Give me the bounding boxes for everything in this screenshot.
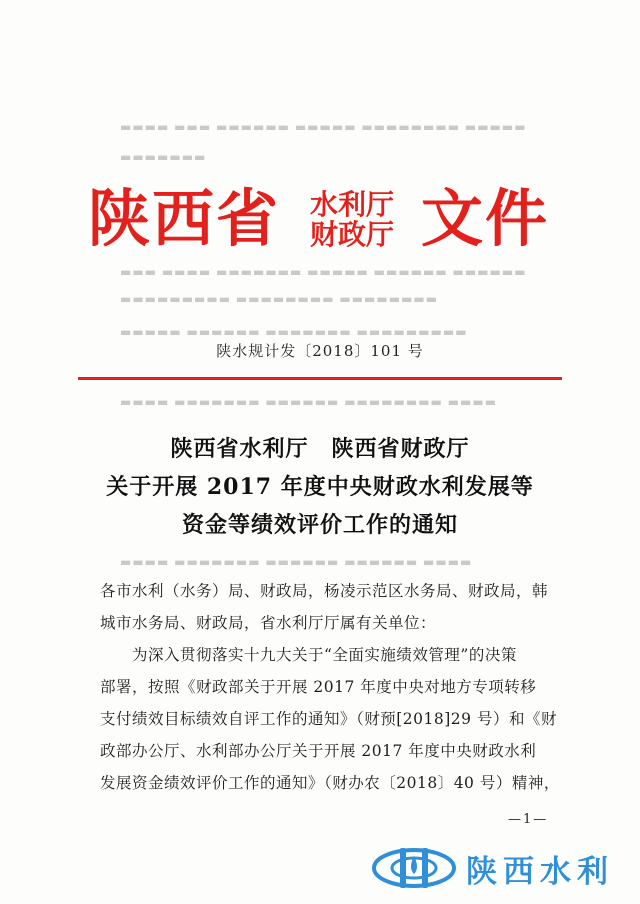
addressee-line: 城市水务局、财政局，省水利厅厅属有关单位： (100, 614, 437, 632)
water-logo-icon (370, 844, 458, 892)
bleed-through-text: ▬▬▬▬ ▬▬▬▬▬▬▬ ▬▬▬▬▬▬ ▬▬▬▬▬▬ ▬▬▬▬ (120, 555, 473, 569)
bleed-through-text: ▬▬▬▬ ▬▬▬▬▬▬▬ ▬▬▬▬▬▬ ▬▬▬▬▬▬▬▬ ▬▬▬▬ (120, 395, 498, 409)
header-issuers (310, 190, 394, 250)
title-line-1: 陕西省水利厅 陕西省财政厅 (170, 436, 470, 462)
paragraph-line: 部署，按照《财政部关于开展 2017 年度中央对地方专项转移 (100, 678, 537, 696)
bleed-through-text: ▬▬▬ ▬▬▬▬ ▬▬▬▬▬▬▬ ▬▬▬▬▬ ▬▬▬▬▬▬ ▬▬▬▬▬▬ (120, 265, 527, 279)
header-issuer-finance: 财政厅 (310, 218, 395, 251)
title-line-2: 关于开展 2017 年度中央财政水利发展等 (106, 474, 534, 500)
paragraph-line: 支付绩效目标绩效自评工作的通知》（财预[2018]29 号）和《财 (100, 710, 557, 728)
header-issuer-water: 水利厅 (310, 188, 395, 221)
document-body (100, 575, 560, 799)
header-document: 文件 (421, 182, 550, 255)
paragraph-line: 政部办公厅、水利部办公厅关于开展 2017 年度中央财政水利 (100, 742, 537, 760)
paragraph-line: 发展资金绩效评价工作的通知》（财办农〔2018〕40 号）精神， (100, 774, 560, 792)
document-number: 陕水规计发〔2018〕101 号 (216, 342, 424, 360)
page-number: —1— (508, 812, 549, 827)
watermark-text: 陕西水利 (466, 853, 614, 890)
bleed-through-text: ▬▬▬▬ ▬▬▬ ▬▬▬▬▬▬ ▬▬▬▬▬ ▬▬▬▬▬▬▬▬ ▬▬▬▬▬ (120, 120, 527, 134)
bleed-through-text: ▬▬▬▬▬▬▬ (120, 150, 207, 164)
title-line-3: 资金等绩效评价工作的通知 (181, 512, 458, 538)
addressee-line: 各市水利（水务）局、财政局，杨凌示范区水务局、财政局，韩 (100, 582, 549, 600)
watermark (370, 840, 635, 896)
red-divider (78, 377, 562, 380)
document-header (88, 180, 558, 260)
paragraph-line: 为深入贯彻落实十九大关于“全面实施绩效管理”的决策 (132, 646, 517, 664)
bleed-through-text: ▬▬▬▬▬ ▬▬▬▬▬▬ ▬▬▬▬▬▬▬ ▬▬▬▬▬▬▬▬▬ (120, 325, 468, 339)
bleed-through-text: ▬▬▬▬▬▬▬▬▬ ▬▬▬▬▬▬▬▬ ▬▬▬▬▬▬▬▬ (120, 292, 439, 306)
header-province: 陕西省 (88, 182, 281, 255)
